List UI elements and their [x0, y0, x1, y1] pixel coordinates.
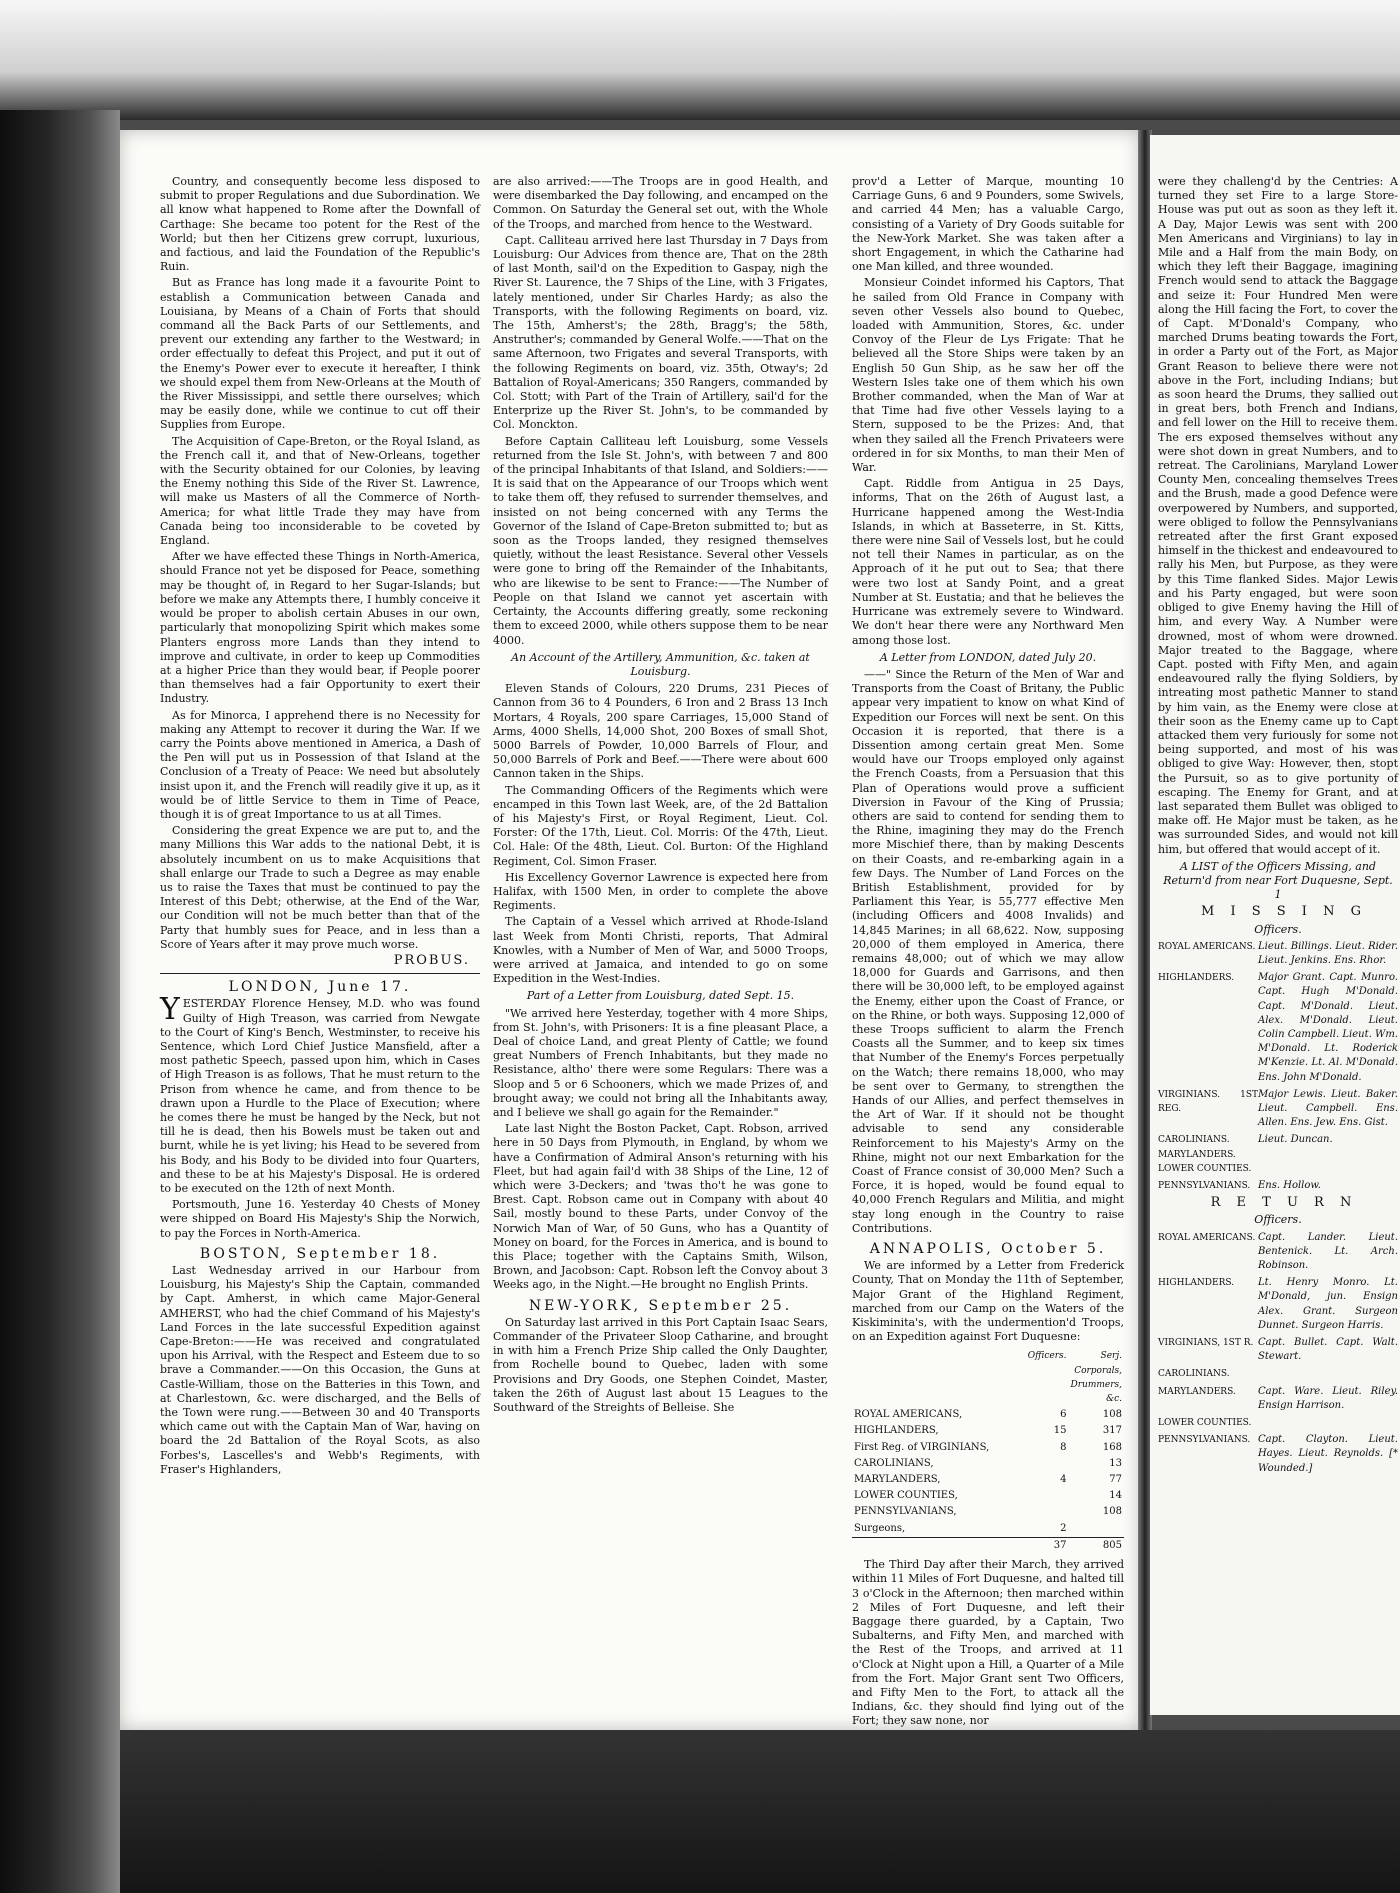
table-header: Officers. [1027, 1351, 1067, 1362]
list-item: CAROLINIANS. MARYLANDERS. LOWER COUNTIES. Lieut. Duncan. [1158, 1134, 1333, 1174]
table-row: MARYLANDERS, 4 77 [854, 1474, 1122, 1486]
paragraph: The Captain of a Vessel which arrived at Rhode-Island last Week from Monti Christi, reports, That Admiral Knowles, with a Number of Men of War, and 5000 Troops, were arrived at Jamaica, and intended to go on some Expedition in the West-Indies. [493, 915, 828, 986]
paragraph: were they challeng'd by the Centries: A turned they set Fire to a large Store-House was put out as soon as they left it. A Day, Major Lewis was sent with 200 Men Americans and Virginians) to lay in Mile and a Half from the main Body, on which they left their Baggage, imagining French would send to attack the Baggage and seize it: Four Hundred Men were along the Hill facing the Fort, to cover the of Capt. M'Donald's Company, who marched Drums beating towards the Fort, in order a Party out of the Fort, as Major Grant Reason to believe there were not above in the Fort, including Indians; but as soon heard the Drums, they sallied out in great bers, both French and Indians, and fell lower on the Hill to receive them. The ers exposed themselves without any were shot down in great Numbers, and to retreat. The Carolinians, Maryland Lower County Men, concealing themselves Trees and the Brush, made a good Defence were overpowered by Numbers, and supported, were obliged to follow the Pennsylvanians retreated after the first Grant exposed himself in the thickest and endeavoured to rally his Men, but Purpose, as they were by this Time flanked Sides. Major Lewis and his Party engaged, but were soon obliged to give Enemy having the Hill of him, and every Way. A Number were drowned, most of whom were drowned. Major treated to the Baggage, where Capt. posted with Fifty Men, and again endeavoured rally the flying Soldiers, by intreating most pathetic Manner to stand by him vain, as the Enemy were close at their soon as the Enemy came up to Capt attacked them very furiously for some not being supported, and most of his was obliged to give Way: However, then, stopt the Pursuit, so as to give portunity of escaping. The Enemy for Grant, and at last separated them Bullet was obliged to make off. He Major must be taken, as he was surrounded Sides, and would not kill him, but offered that would accept of it. [1158, 175, 1398, 856]
returned-list [1158, 1231, 1398, 1476]
paragraph: The Third Day after their March, they arrived within 11 Miles of Fort Duquesne, and halted till 3 o'Clock in the Afternoon; then marched within 2 Miles of Fort Duquesne, and left their Baggage there guarded, by a Captain, Two Subalterns, and Fifty Men, and marched with the Rest of the Troops, and arrived at 11 o'Clock at Night upon a Hill, a Quarter of a Mile from the Fort. Major Grant sent Two Officers, and Fifty Men to the Fort, to attack all the Indians, &c. they should find lying out of the Fort; they saw none, nor [852, 1558, 1124, 1728]
table-row: HIGHLANDERS, 15 317 [854, 1425, 1122, 1437]
paragraph: "We arrived here Yesterday, together with 4 more Ships, from St. John's, with Prisoners: It is a fine pleasant Place, a Deal of choice Land, and great Plenty of Cattle; we found great Numbers of French Inhabitants, but they made no Resistance, altho' there were some Regulars: There was a Sloop and 5 or 6 Schooners, which we made Prizes of, and brought away; we could not bring all the Inhabitants away, and I believe we shall go again for the Remainder." [493, 1006, 828, 1119]
officers-label: Officers. [1254, 1213, 1302, 1227]
table-row: Surgeons, 2 [854, 1522, 1067, 1534]
divider [160, 973, 480, 974]
section-heading: An Account of the Artillery, Ammunition, &c. taken at Louisburg. [511, 650, 810, 678]
table-total-row: 37 805 [852, 1537, 1124, 1554]
paragraph: We are informed by a Letter from Frederick County, That on Monday the 11th of September, Major Grant of the Highland Regiment, marched from our Camp on the Waters of the Kiskiminita's, with the undermention'd Troops, on an Expedition against Fort Duquesne: [852, 1259, 1124, 1344]
paragraph: Capt. Riddle from Antigua in 25 Days, informs, That on the 26th of August last, a Hurricane happened among the West-India Islands, in which at Basseterre, in St. Kitts, there were nine Sail of Vessels lost, but he could not tell their Names in particular, as on the Approach of it he put out to Sea; that there were two lost at Sandy Point, and a great Number at St. Eustatia; and that he believes the Hurricane was extremely severe to Windward. We don't hear there were any Northward Men among those lost. [852, 477, 1124, 647]
dateline-london: LONDON, June 17. [228, 979, 412, 996]
list-item: LOWER COUNTIES. [1158, 1418, 1252, 1429]
list-item: CAROLINIANS. [1158, 1369, 1230, 1380]
dateline-annapolis: ANNAPOLIS, October 5. [869, 1241, 1107, 1258]
drop-cap: Y [160, 992, 180, 1028]
dateline-new-york: NEW-YORK, September 25. [528, 1297, 793, 1314]
paragraph: Eleven Stands of Colours, 220 Drums, 231 Pieces of Cannon from 36 to 4 Pounders, 6 Iron and 2 Brass 13 Inch Mortars, 4 Royals, 200 spare Carriages, 15,000 Stand of Arms, 4000 Shells, 14,000 Shot, 200 Boxes of small Shot, 5000 Barrels of Powder, 10,000 Barrels of Flour, and 50,000 Barrels of Pork and Beef.——There were about 600 Cannon taken in the Ships. [493, 682, 828, 781]
table-row: LOWER COUNTIES, 14 [854, 1490, 1122, 1502]
dateline-boston: BOSTON, September 18. [199, 1245, 441, 1262]
list-item: ROYAL AMERICANS. Lieut. Billings. Lieut. Rider. Lieut. Jenkins. Ens. Rhor. [1158, 940, 1398, 966]
paragraph: After we have effected these Things in North-America, should France not yet be disposed for Peace, something may be thought of, in Regard to her Sugar-Islands; but before we make any Attempts there, I humbly conceive it would be proper to abolish certain Abuses in our own, particularly that monopolizing Spirit which makes some Planters engross more Lands than they intend to improve and cultivate, in order to keep up Commodities at a higher Price than they would bear, if People poorer than themselves had a fair Opportunity to exert their Industry. [160, 550, 480, 706]
table-header: Serj. Corporals, Drummers, &c. [1070, 1351, 1122, 1405]
paragraph: Portsmouth, June 16. Yesterday 40 Chests of Money were shipped on Board His Majesty's Ship the Norwich, to pay the Forces in North-America. [160, 1198, 480, 1240]
paragraph: As for Minorca, I apprehend there is no Necessity for making any Attempt to recover it during the War. If we carry the Points above mentioned in America, a Dash of the Pen will put us in Possession of that Island at the Conclusion of a Treaty of Peace: We need but absolutely insist upon it, and the French will readily give it up, as it would be of little Service to them in Time of Peace, though it is of great Importance to us at all Times. [160, 708, 480, 821]
paragraph: Last Wednesday arrived in our Harbour from Louisburg, his Majesty's Ship the Captain, commanded by Capt. Amherst, in which came Major-General AMHERST, who had the chief Command of his Majesty's Land Forces in the late successful Expedition against Cape-Breton:——He was received and congratulated upon his Arrival, with the Respect and Esteem due to so brave a Commander.——On this Occasion, the Guns at Castle-William, those on the Batteries in this Town, and at Charlestown, &c. were discharged, and the Bells of the Town were rung.——Between 30 and 40 Transports which came out with the Captain Man of War, having on board the 2d Battalion of the Royal Scots, as also Forbes's, Lascelles's and Webb's Regiments, with Fraser's Highlanders, [160, 1264, 480, 1476]
table-row: CAROLINIANS, 13 [854, 1457, 1122, 1469]
list-item: VIRGINIANS. 1ST REG. Major Lewis. Lieut. Baker. Lieut. Campbell. Ens. Allen. Ens. Jew. Ens. Gist. [1158, 1088, 1398, 1129]
book-binding [0, 110, 120, 1893]
list-item: VIRGINIANS, 1ST R. Capt. Bullet. Capt. Walt. Stewart. [1158, 1337, 1398, 1363]
list-item: MARYLANDERS. Capt. Ware. Lieut. Riley. Ensign Harrison. [1158, 1385, 1398, 1411]
paragraph: prov'd a Letter of Marque, mounting 10 Carriage Guns, 6 and 9 Pounders, some Swivels, and carried 44 Men; has a valuable Cargo, consisting of a Variety of Dry Goods suitable for the New-York Market. She was taken after a short Engagement, in which the Catharine had one Man killed, and three wounded. [852, 175, 1124, 274]
section-heading: A LIST of the Officers Missing, and Return'd from near Fort Duquesne, Sept. 1 [1163, 859, 1393, 902]
paragraph: Monsieur Coindet informed his Captors, That he sailed from Old France in Company with seven other Vessels also bound to Quebec, loaded with Ammunition, Stores, &c. under Convoy of the Fleur de Lys Frigate: That he believed all the Store Ships were taken by an English 50 Gun Ship, as he saw her off the Western Isles take one of them which his own Brother commanded, when the Man of War at that Time had five other Vessels laying to a Stern, supposed to be the Prizes: And, that when they sailed all the French Privateers were ordered in for six Months, to man their Men of War. [852, 276, 1124, 475]
signature: PROBUS. [393, 952, 470, 968]
column-4 [1158, 175, 1398, 1715]
table-row: PENNSYLVANIANS, 108 [854, 1506, 1122, 1518]
paragraph: Capt. Calliteau arrived here last Thursday in 7 Days from Louisburg: Our Advices from thence are, That on the 28th of last Month, sail'd on the Expedition to Gaspay, nigh the River St. Laurence, the 7 Ships of the Line, with 3 Frigates, lately mentioned, under Sir Charles Hardy; as also the Transports, with the following Regiments on board, viz. The 15th, Amherst's; the 28th, Bragg's; the 58th, Anstruther's; commanded by General Wolfe.——That on the same Afternoon, two Frigates and several Transports, with the following Regiments on board, viz. 35th, Otway's; 2d Battalion of Royal-Americans; 350 Rangers, commanded by Col. Stott; with Part of the Train of Artillery, sail'd for the Enterprize up the River St. John's, to be commanded by Col. Monckton. [493, 233, 828, 432]
paragraph: ——" Since the Return of the Men of War and Transports from the Coast of Britany, the Public appear very impatient to know on what Kind of Expedition our Forces will next be sent. On this Occasion it is reported, that there is a Dissention among certain great Men. Some would have our Troops employed only against the French Coasts, from a Persuasion that this Plan of Operations would prove a sufficient Diversion in Favour of the King of Prussia; others are said to contend for sending them to the Rhine, imagining they may do the French more Mischief there, than by making Descents on their Coasts, and re-embarking again in a few Days. The Number of Land Forces on the British Establishment, provided for by Parliament this Year, is 55,777 effective Men (including Officers and 4008 Invalids) and 14,845 Marines; in all 68,622. Now, supposing 20,000 of them employed in America, there remains 48,000; out of which we may allow 18,000 for Guards and Garrisons, and then there will be 30,000 left, to be employed against the Enemy, either upon the Coast of France, or on the Rhine, or both ways. Supposing 12,000 of these Troops sufficient to alarm the French Coasts all the Summer, and to keep six times that Number of the Enemy's Forces perpetually on the Watch; there remains 18,000, who may be sent over to Germany, to strengthen the Hands of our Allies, and perfect themselves in the Art of War. If it should not be thought advisable to send any considerable Reinforcement to his Majesty's Army on the Rhine, might not our next Embarkation for the Coast of France consist of 30,000 Men? Such a Force, it is hoped, would be found equal to 40,000 French Regulars and Militia, and might stay long enough in the Country to raise Contributions. [852, 667, 1124, 1235]
table-row: ROYAL AMERICANS, 6 108 [854, 1409, 1122, 1421]
scan-shadow-top [0, 0, 1400, 120]
missing-list [1158, 940, 1398, 1193]
paragraph: But as France has long made it a favourite Point to establish a Communication between Canada and Louisiana, by Means of a Chain of Forts that should command all the Back Parts of our Settlements, and prevent our extending any farther to the Westward; in order effectually to defeat this Project, and put it out of the Enemy's Power ever to execute it hereafter, I think we should expel them from New-Orleans at the Mouth of the River Mississippi, and settle there ourselves; which may be easily done, while we continue to cut off their Supplies from Europe. [160, 276, 480, 432]
paragraph: The Acquisition of Cape-Breton, or the Royal Island, as the French call it, and that of New-Orleans, together with the Security obtained for our Colonies, by leaving the Enemy nothing this Side of the River St. Lawrence, will make us Masters of all the Commerce of North-America; for what little Trade they may have from Canada being too inconsiderable to be coveted by England. [160, 434, 480, 548]
missing-heading: M I S S I N G [1201, 904, 1367, 920]
paragraph: ESTERDAY Florence Hensey, M.D. who was found Guilty of High Treason, was carried from Newgate to the Court of King's Bench, Westminster, to receive his Sentence, which Lord Chief Justice Mansfield, after a most pathetic Speech, passed upon him, which in Cases of High Treason is as follows, That he must return to the Prison from whence he came, and from thence to be drawn upon a Hurdle to the Place of Execution; where he comes there he must be hanged by the Neck, but not till he is dead, then his Bowels must be taken out and burnt, while he is yet living; his Head to be severed from his Body, and his Body to be divided into four Quarters, and these to be at his Majesty's Disposal. He is ordered to be executed on the 12th of next Month. [160, 997, 480, 1196]
column-3 [852, 175, 1124, 1728]
column-2 [493, 175, 828, 1715]
section-heading: A Letter from LONDON, dated July 20. [879, 650, 1097, 664]
list-item: ROYAL AMERICANS. Capt. Lander. Lieut. Bentenick. Lt. Arch. Robinson. [1158, 1231, 1398, 1272]
troops-table [852, 1348, 1124, 1554]
scan-shadow-bottom [120, 1730, 1400, 1893]
paragraph: On Saturday last arrived in this Port Captain Isaac Sears, Commander of the Privateer Sloop Catharine, and brought in with him a French Prize Ship called the Only Daughter, from Rochelle bound to Quebec, laden with some Provisions and Dry Goods, one Stephen Coindet, Master, taken the 26th of August last about 15 Leagues to the Southward of the Streights of Belleise. She [493, 1315, 828, 1415]
paragraph: Before Captain Calliteau left Louisburg, some Vessels returned from the Isle St. John's, with between 7 and 800 of the principal Inhabitants of that Island, and Soldiers:——It is said that on the Appearance of our Troops which went to take them off, they refused to surrender themselves, and insisted on not being concerned with any Terms the Governor of the Island of Cape-Breton submitted to; but as soon as the Troops landed, they resigned themselves quietly, without the least Resistance. Several other Vessels were gone to bring off the Remainder of the Inhabitants, who are likewise to be sent to France:——The Number of People on that Island we cannot yet ascertain with Certainty, the Accounts differing greatly, some reckoning them to exceed 2000, while others suppose them to be near 4000. [493, 434, 828, 647]
section-heading: Part of a Letter from Louisburg, dated Sept. 15. [526, 989, 795, 1003]
paragraph: Late last Night the Boston Packet, Capt. Robson, arrived here in 50 Days from Plymouth, in England, by whom we have a Confirmation of Admiral Anson's returning with his Fleet, but had again fail'd with 38 Ships of the Line, 12 of which were 3-Deckers; and 'twas tho't he was gone to Brest. Capt. Robson came out in Company with about 40 Sail, mostly bound to these Parts, under Convoy of the Norwich Man of War, of 50 Guns, who has a Quantity of Money on board, for the Forces in America, and is bound to this Place; together with the Captains Smith, Wilson, Brown, and Jacobson: Capt. Robson left the Convoy about 3 Weeks ago, in the Night.—He brought no English Prints. [493, 1122, 828, 1292]
table-row: First Reg. of VIRGINIANS, 8 168 [854, 1441, 1122, 1453]
paragraph: Considering the great Expence we are put to, and the many Millions this War adds to the national Debt, it is absolutely incumbent on us to make Acquisitions that shall enlarge our Trade to such a Degree as may enable us to raise the Taxes that must be continued to pay the Interest of this Debt; otherwise, at the End of the War, our Condition will not be much better than that of the Party that humbly sues for Peace, and in less than a Score of Years after it may prove much worse. [160, 824, 480, 951]
column-1 [160, 175, 480, 1715]
return-heading: R E T U R N [1210, 1195, 1358, 1211]
list-item: PENNSYLVANIANS. Ens. Hollow. [1158, 1180, 1321, 1192]
list-item: HIGHLANDERS. Lt. Henry Monro. Lt. M'Donald, jun. Ensign Alex. Grant. Surgeon Dunnet. Surgeon Harris. [1158, 1277, 1398, 1331]
paragraph: Country, and consequently become less disposed to submit to proper Regulations and due Subordination. We all know what happened to Rome after the Downfall of Carthage: She became too potent for the Rest of the World; but then her Citizens grew corrupt, luxurious, and factious, and laid the Foundation of the Republic's Ruin. [160, 175, 480, 274]
paragraph: are also arrived:——The Troops are in good Health, and were disembarked the Day following, and encamped on the Common. On Saturday the General set out, with the Whole of the Troops, and marched from hence to the Westward. [493, 175, 828, 231]
paragraph: The Commanding Officers of the Regiments which were encamped in this Town last Week, are, of the 2d Battalion of his Majesty's First, or Royal Regiment, Lieut. Col. Forster: Of the 17th, Lieut. Col. Morris: Of the 47th, Lieut. Col. Hale: Of the 48th, Lieut. Col. Burton: Of the Highland Regiment, Col. Simon Fraser. [493, 783, 828, 868]
list-item: HIGHLANDERS. Major Grant. Capt. Munro. Capt. Hugh M'Donald. Capt. M'Donald. Lieut. Alex. M'Donald. Lieut. Colin Campbell. Lieut. Wm. M'Donald. Lt. Roderick M'Kenzie. Lt. Al. M'Donald. Ens. John M'Donald. [1158, 972, 1398, 1083]
list-item: PENNSYLVANIANS. Capt. Clayton. Lieut. Hayes. Lieut. Reynolds. [* Wounded.] [1158, 1434, 1398, 1474]
officers-label: Officers. [1254, 922, 1302, 936]
paragraph: His Excellency Governor Lawrence is expected here from Halifax, with 1500 Men, in order to complete the above Regiments. [493, 870, 828, 913]
